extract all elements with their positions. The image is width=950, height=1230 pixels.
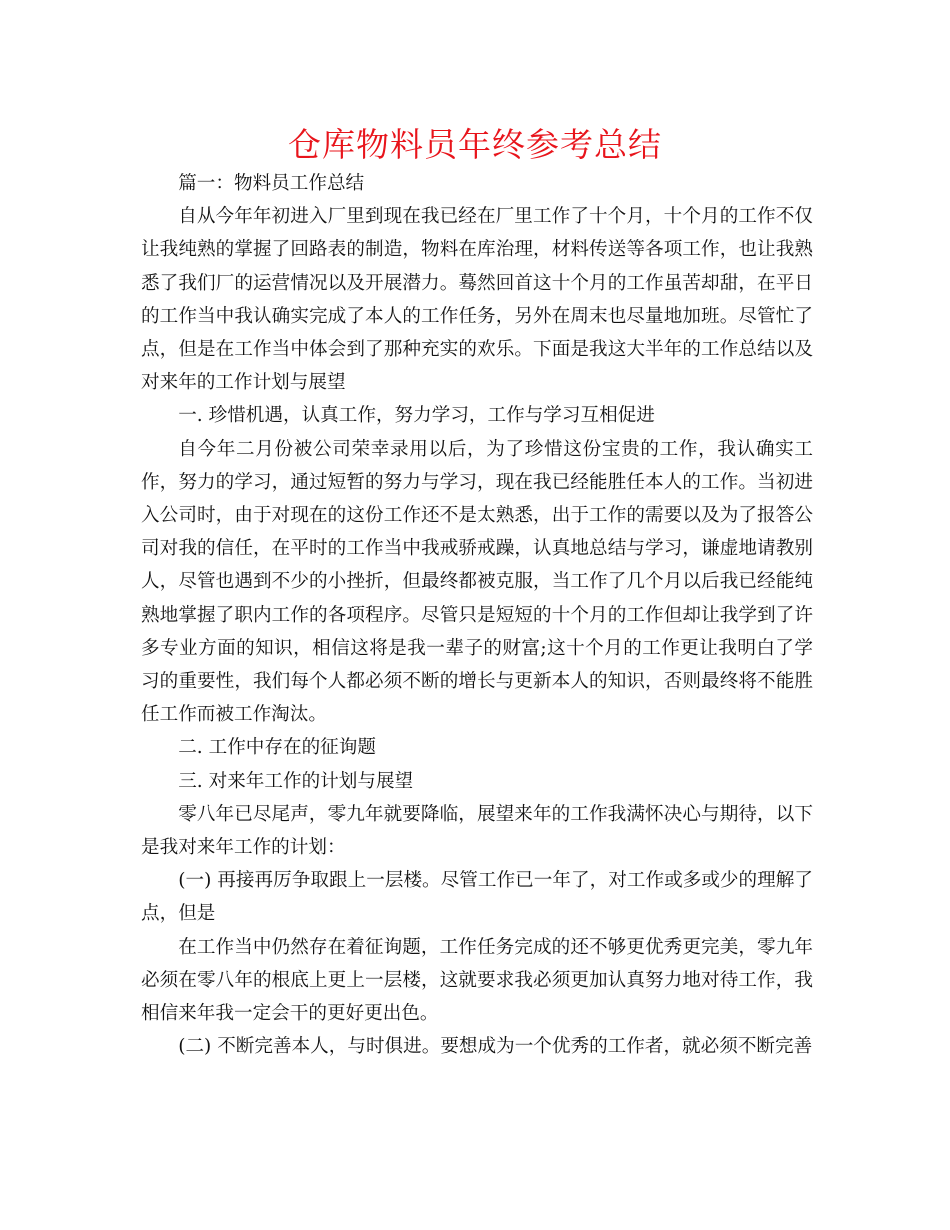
intro-paragraph: 自从今年年初进入厂里到现在我已经在厂里工作了十个月，十个月的工作不仅让我纯熟的掌握了回路表的制造，物料在库治理，材料传送等各项工作，也让我熟悉了我们厂的运营情况以及开展潜力。蓦然回首这十个月的工作虽苦却甜，在平日的工作当中我认确实完成了本人的工作任务，另外在周末也尽量地加班。尽管忙了点，但是在工作当中体会到了那种充实的欢乐。下面是我这大半年的工作总结以及对来年的工作计划与展望 <box>141 206 813 394</box>
plan-item-one: (一) 再接再厉争取跟上一层楼。尽管工作已一年了，对工作或多或少的理解了点，但是 <box>141 870 813 925</box>
plan-intro-paragraph: 零八年已尽尾声，零九年就要降临，展望来年的工作我满怀决心与期待，以下是我对来年工作的计划： <box>141 803 813 859</box>
plan-item-one-continued: 在工作当中仍然存在着征询题，工作任务完成的还不够更优秀更完美，零九年必须在零八年的根底上更上一层楼，这就要求我必须更加认真努力地对待工作，我相信来年我一定会干的更好更出色。 <box>141 936 813 1025</box>
section-one-paragraph: 自今年二月份被公司荣幸录用以后，为了珍惜这份宝贵的工作，我认确实工作，努力的学习，通过短暂的努力与学习，现在我已经能胜任本人的工作。当初进入公司时，由于对现在的这份工作还不是太熟悉，出于工作的需要以及为了报答公司对我的信任，在平时的工作当中我戒骄戒躁，认真地总结与学习，谦虚地请教别人，尽管也遇到不少的小挫折，但最终都被克服，当工作了几个月以后我已经能纯熟地掌握了职内工作的各项程序。尽管只是短短的十个月的工作但却让我学到了许多专业方面的知识，相信这将是我一辈子的财富;这十个月的工作更让我明白了学习的重要性，我们每个人都必须不断的增长与更新本人的知识，否则最终将不能胜任工作而被工作淘汰。 <box>141 438 813 726</box>
section-heading-three: 三. 对来年工作的计划与展望 <box>178 770 414 792</box>
plan-item-two: (二) 不断完善本人，与时俱进。要想成为一个优秀的工作者，就必须不断完善 <box>178 1036 813 1058</box>
section-heading-part-one: 篇一：物料员工作总结 <box>178 173 365 194</box>
section-heading-two: 二. 工作中存在的征询题 <box>178 737 376 759</box>
document-title: 仓库物料员年终参考总结 <box>288 125 662 164</box>
section-heading-one: 一. 珍惜机遇，认真工作，努力学习，工作与学习互相促进 <box>178 405 655 427</box>
document-body <box>141 167 813 1063</box>
